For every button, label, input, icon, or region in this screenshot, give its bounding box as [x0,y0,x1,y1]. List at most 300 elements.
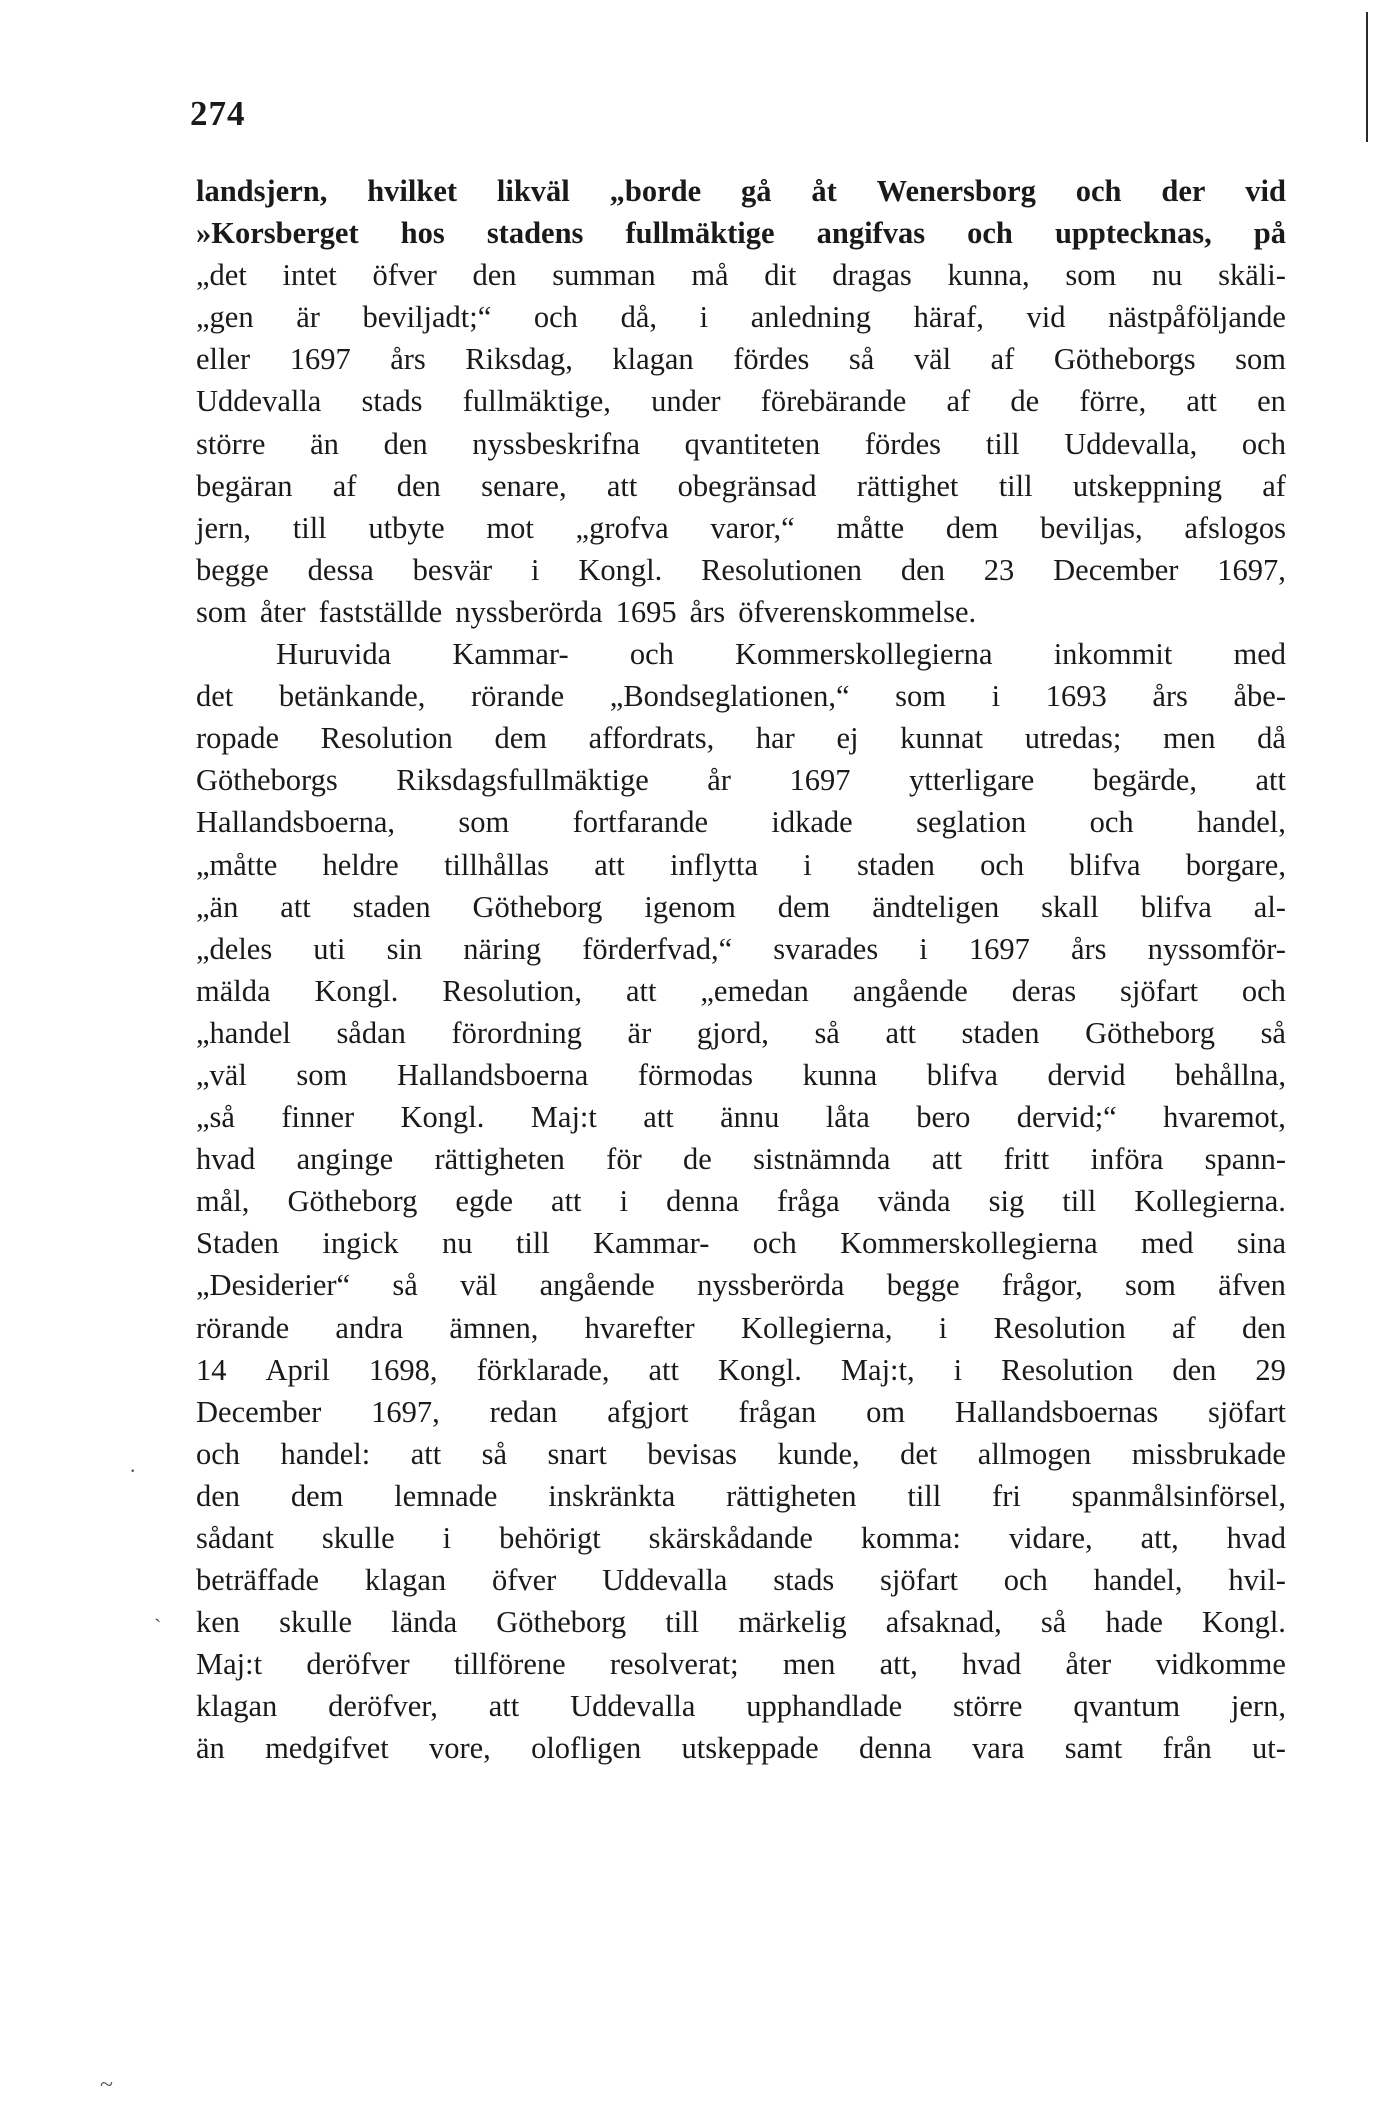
word: öfverenskommelse. [738,594,977,629]
word: att [488,1689,520,1724]
word: år [707,763,731,798]
word: Wenersborg [876,174,1036,208]
text-line [196,675,1286,717]
word: att [551,1184,582,1219]
text-line [196,844,1286,886]
margin-mark: . [130,1452,136,1477]
word: deröfver, [328,1689,438,1724]
word: Huruvida [276,637,392,672]
word: bevisas [647,1436,738,1471]
word: rörande [471,679,565,714]
word: dervid;“ [1016,1100,1117,1135]
word: Maj:t [530,1100,597,1135]
word: skäli- [1218,258,1286,293]
word: vid [1026,300,1066,335]
word: i [991,679,1001,714]
word: och [196,1436,241,1471]
text-line [196,801,1286,843]
word: „emedan [700,973,809,1008]
word: öfver [491,1563,557,1598]
word: Uddevalla [196,384,322,419]
margin-mark: ~ [100,2072,113,2098]
word: klagan [196,1689,278,1724]
word: inkommit [1053,637,1173,672]
word: fördes [864,426,942,461]
text-line [196,1264,1286,1306]
word: stads [773,1563,835,1598]
word: afgjort [607,1394,689,1429]
word: Kongl. [1202,1605,1286,1640]
word: så [1040,1605,1067,1640]
word: och [533,300,578,335]
word: som [458,805,510,840]
word: låta [825,1100,870,1135]
word: „måtte [196,847,278,882]
word: de [683,1142,712,1177]
word: senare, [481,468,567,503]
word: utskeppning [1072,468,1222,503]
word: på [1253,216,1286,251]
word: den [900,552,945,587]
word: Götheborg [472,889,603,924]
word: tillförene [453,1647,566,1682]
word: Götheborg [287,1184,418,1219]
word: dem [290,1478,344,1513]
text-line [196,423,1286,465]
word: rättighet [856,468,959,503]
text-line [196,1475,1286,1517]
word: staden [856,847,935,882]
word: i [619,1184,629,1219]
word: mälda [196,973,271,1008]
word: och [1075,174,1122,208]
word: Kollegierna, [740,1310,893,1345]
word: fortfarande [572,805,709,840]
word: angående [852,973,968,1008]
word: ropade [196,721,279,756]
word: näring [463,931,542,966]
word: begäran [196,468,293,503]
word: „så [196,1100,235,1135]
word: „handel [196,1015,291,1050]
word: andra [335,1310,404,1345]
word: staden [352,889,431,924]
word: sin [386,931,423,966]
word: än [196,1731,225,1766]
word: vidare, [1008,1521,1093,1555]
word: fråga [777,1184,840,1219]
word: så [1260,1015,1286,1050]
word: „väl [196,1057,247,1092]
word: „gen [196,300,254,335]
word: blifva [926,1057,998,1092]
word: 1697, [371,1394,440,1429]
word: dervid [1047,1057,1126,1092]
word: af [1171,1310,1196,1345]
word: samt [1064,1731,1123,1766]
word: och [967,216,1013,251]
word: betänkande, [278,679,426,714]
text-line [196,549,1286,591]
word: den [383,426,428,461]
word: skärskådande [648,1521,813,1555]
text-line [196,1012,1286,1054]
word: handel: [280,1436,371,1471]
text-line [196,170,1286,212]
word: hvad [961,1647,1022,1682]
word: hvad [196,1142,256,1177]
word: till [1062,1184,1097,1219]
word: års [689,594,726,629]
word: komma: [860,1521,961,1555]
word: med [1140,1226,1194,1261]
word: behörigt [499,1521,601,1555]
word: vid [1245,174,1286,208]
word: Götheborgs [1053,342,1196,377]
text-line [196,1601,1286,1643]
word: fritt [1003,1142,1050,1177]
word: upptecknas, [1054,216,1212,251]
word: beviljadt;“ [362,300,492,335]
word: som [196,594,247,629]
word: fullmäktige [625,216,775,251]
word: Uddevalla, [1064,426,1198,461]
word: nästpåföljande [1108,300,1286,335]
word: den [396,468,441,503]
word: som [1125,1268,1176,1303]
word: Kongl. [314,973,399,1008]
word: al- [1253,889,1286,924]
word: 1697 [789,763,851,798]
word: resolverat; [609,1647,739,1682]
word: nyssberörda [697,1268,845,1303]
text-line [196,338,1286,380]
word: ändteligen [872,889,1000,924]
text-line [196,1138,1286,1180]
text-line [196,886,1286,928]
word: måtte [836,510,905,545]
word: fördes [733,342,810,377]
text-line [196,1307,1286,1349]
word: åter [1065,1647,1112,1682]
page-edge-line [1366,12,1368,142]
word: hos [400,216,445,251]
word: Kommerskollegierna [840,1226,1098,1261]
body-text [196,170,1286,1770]
word: hvaremot, [1163,1100,1286,1135]
word: väl [460,1268,498,1303]
word: skulle [321,1521,395,1555]
word: Staden [196,1226,280,1261]
word: deröfver [306,1647,410,1682]
word: „Desiderier“ [196,1268,351,1303]
text-line [196,1391,1286,1433]
text-line [196,1349,1286,1391]
word: märkelig [738,1605,847,1640]
word: förmodas [637,1057,754,1092]
word: tillhållas [443,847,549,882]
word: den [1172,1352,1217,1387]
word: sjöfart [1120,973,1198,1008]
word: Riksdag, [465,342,573,377]
word: rättigheten [726,1478,857,1513]
word: varor,“ [710,510,795,545]
word: Kongl. [400,1100,485,1135]
word: redan [489,1394,558,1429]
word: kunna [802,1057,878,1092]
word: åbe- [1233,679,1286,714]
text-line [196,254,1286,296]
word: så [814,1015,840,1050]
word: men [1162,721,1216,756]
word: ut- [1252,1731,1286,1766]
word: finner [281,1100,355,1135]
word: ej [836,721,859,756]
word: utredas; [1024,721,1122,756]
word: till [985,426,1020,461]
word: sjöfart [1208,1394,1286,1429]
word: denna [858,1731,932,1766]
word: nu [1151,258,1183,293]
word: till [665,1605,700,1640]
word: December [1053,552,1179,587]
word: har [755,721,795,756]
word: af [990,342,1015,377]
word: sjöfart [880,1563,958,1598]
word: förebärande [760,384,907,419]
word: dem [777,889,831,924]
text-line [196,465,1286,507]
word: så [848,342,875,377]
word: blifva [1140,889,1212,924]
word: i [953,1352,963,1387]
word: att [648,1352,680,1387]
word: jern, [1230,1689,1286,1724]
word: Resolution [320,721,453,756]
word: snart [547,1436,607,1471]
word: Kollegierna. [1134,1184,1286,1219]
word: klagan [612,342,694,377]
word: Uddevalla [602,1563,728,1598]
word: är [627,1015,652,1050]
word: medgifvet [265,1731,389,1766]
word: „det [196,258,247,293]
word: hvil- [1228,1563,1286,1598]
text-line [196,380,1286,422]
word: rättigheten [434,1142,565,1177]
word: Resolution [1001,1352,1134,1387]
word: fullmäktige, [462,384,611,419]
word: att [1186,384,1217,419]
word: den [196,1478,241,1513]
word: en [1257,384,1286,419]
word: och [1089,805,1134,840]
word: förordning [451,1015,582,1050]
word: års [1070,931,1107,966]
word: hade [1105,1605,1163,1640]
word: dit [764,258,797,293]
word: blifva [1069,847,1141,882]
word: April [265,1352,330,1387]
word: 1697 [968,931,1030,966]
word: affordrats, [588,721,715,756]
word: sådant [196,1521,274,1555]
text-line [196,717,1286,759]
word: olofligen [531,1731,642,1766]
word: fri [992,1478,1021,1513]
word: Hallandsboerna, [196,805,396,840]
word: till [292,510,327,545]
word: idkade [771,805,853,840]
word: Götheborgs [196,763,338,798]
word: „än [196,889,239,924]
word: landsjern, [196,174,328,208]
word: gjord, [696,1015,769,1050]
text-line [196,1054,1286,1096]
word: som [1235,342,1286,377]
word: missbrukade [1131,1436,1286,1471]
word: öfver [372,258,437,293]
word: sistnämnda [753,1142,891,1177]
word: likväl [496,174,570,208]
word: egde [455,1184,513,1219]
word: seglation [916,805,1027,840]
word: hvad [1226,1521,1286,1555]
word: Götheborg [1085,1015,1215,1050]
word: af [946,384,971,419]
text-line [196,633,1286,675]
word: då [1257,721,1286,756]
word: „grofva [575,510,669,545]
text-line [196,759,1286,801]
word: svarades [773,931,879,966]
word: till [998,468,1033,503]
word: skulle [279,1605,352,1640]
word: qvantum [1073,1689,1181,1724]
word: behållna, [1175,1057,1286,1092]
word: i [938,1310,948,1345]
word: men [782,1647,836,1682]
word: afsaknad, [885,1605,1002,1640]
word: 1697 [289,342,351,377]
word: sådan [336,1015,406,1050]
word: begärde, [1092,763,1197,798]
text-line [196,1559,1286,1601]
word: spann- [1204,1142,1286,1177]
text-line [196,970,1286,1012]
word: till [907,1478,942,1513]
text-line [196,507,1286,549]
word: den [1241,1310,1286,1345]
word: kunnat [900,721,984,756]
word: i [919,931,928,966]
word: att, [879,1647,918,1682]
word: kunde, [777,1436,860,1471]
word: anginge [296,1142,394,1177]
word: till [515,1226,550,1261]
word: qvantiteten [684,426,821,461]
word: den [472,258,517,293]
word: vända [877,1184,951,1219]
word: spanmålsinförsel, [1071,1478,1286,1513]
word: 1697, [1217,552,1286,587]
word: 1693 [1045,679,1107,714]
word: att [410,1436,442,1471]
word: som [1065,258,1117,293]
text-line [196,591,1286,633]
word: klagan [364,1563,447,1598]
word: från [1162,1731,1212,1766]
text-line [196,212,1286,254]
word: uti [313,931,346,966]
word: »Korsberget [196,216,359,251]
word: intet [282,258,337,293]
word: och [752,1226,797,1261]
word: och [1003,1563,1048,1598]
word: och [1241,426,1286,461]
word: sig [988,1184,1025,1219]
word: utbyte [368,510,445,545]
word: att [280,889,311,924]
word: staden [961,1015,1040,1050]
word: i [699,300,709,335]
word: mot [486,510,534,545]
word: de [1010,384,1040,419]
word: under [651,384,721,419]
word: det [196,679,234,714]
word: mål, [196,1184,250,1219]
word: väl [913,342,952,377]
word: äfven [1218,1268,1286,1303]
text-line [196,1643,1286,1685]
word: att [1255,763,1286,798]
word: angående [539,1268,655,1303]
word: dessa [307,552,374,587]
word: fastställde [318,594,443,629]
word: upphandlade [746,1689,903,1724]
word: Resolution [993,1310,1126,1345]
word: nyssbeskrifna [472,426,640,461]
word: dem [494,721,547,756]
word: att [643,1100,674,1135]
text-line [196,1685,1286,1727]
word: häraf, [913,300,984,335]
word: än [310,426,339,461]
word: „deles [196,931,273,966]
word: 1698, [368,1352,438,1387]
word: kunna, [947,258,1030,293]
word: vidkomme [1155,1647,1286,1682]
word: heldre [322,847,399,882]
word: Resolutionen [701,552,863,587]
word: 14 [196,1352,227,1387]
word: ämnen, [449,1310,539,1345]
word: som [296,1057,348,1092]
word: Hallandsboerna [396,1057,589,1092]
word: att [594,847,625,882]
word: Kongl. [578,552,663,587]
word: dem [945,510,999,545]
text-line [196,928,1286,970]
word: så [392,1268,418,1303]
word: förderfvad,“ [582,931,733,966]
word: att [885,1015,916,1050]
word: deras [1011,973,1077,1008]
word: af [332,468,357,503]
word: Resolution, [442,973,583,1008]
word: så [481,1436,508,1471]
word: allmogen [977,1436,1092,1471]
